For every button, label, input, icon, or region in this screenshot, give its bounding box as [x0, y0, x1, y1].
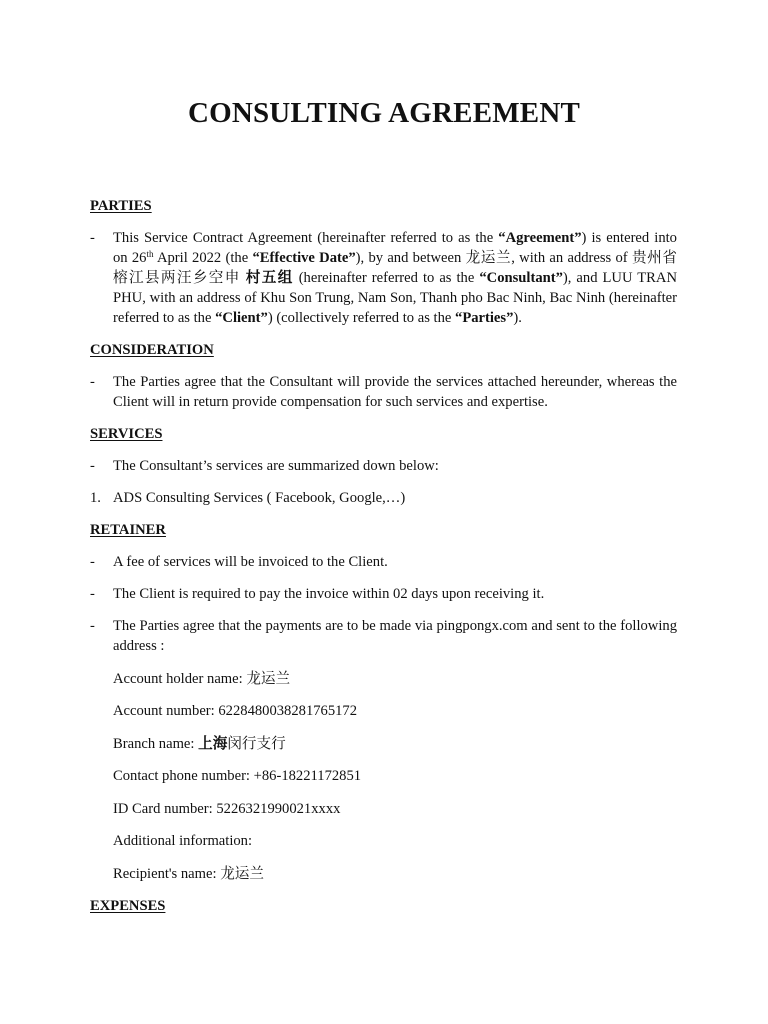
services-ads-text: ADS Consulting Services ( Facebook, Google,…)	[113, 490, 406, 506]
retainer-item-payment-method	[90, 616, 677, 656]
bullet-marker: -	[90, 554, 95, 570]
term-consultant: “Consultant”	[479, 270, 563, 286]
branch-label: Branch name:	[113, 736, 199, 752]
bullet-marker: -	[90, 374, 95, 390]
section-heading-retainer: RETAINER	[90, 522, 166, 538]
account-number-line	[113, 701, 357, 721]
term-effective-date: “Effective Date”	[252, 250, 356, 266]
bullet-marker: -	[90, 230, 95, 246]
bullet-marker: -	[90, 618, 95, 634]
branch-value-bold: 上海	[198, 736, 228, 752]
bullet-marker: -	[90, 458, 95, 474]
document-title: CONSULTING AGREEMENT	[187, 97, 581, 129]
account-holder-label: Account holder name:	[113, 671, 247, 687]
section-heading-consideration: CONSIDERATION	[90, 342, 214, 358]
section-heading-parties: PARTIES	[90, 198, 152, 214]
number-marker: 1.	[90, 490, 101, 506]
branch-value: 闵行支行	[227, 736, 286, 752]
services-summary-text: The Consultant’s services are summarized down below:	[113, 458, 439, 474]
phone-value: +86-18221172851	[253, 768, 362, 784]
retainer-invoice-text: A fee of services will be invoiced to the Client.	[113, 554, 388, 570]
retainer-payment-term-text: The Client is required to pay the invoice within 02 days upon receiving it.	[113, 586, 545, 602]
retainer-item-invoice	[90, 552, 677, 572]
retainer-item-payment-term	[90, 584, 677, 604]
parties-paragraph	[90, 228, 677, 328]
section-heading-expenses: EXPENSES	[90, 898, 166, 914]
retainer-payment-method-text: The Parties agree that the payments are to be made via pingpongx.com and sent to the following address :	[113, 618, 677, 654]
bullet-marker: -	[90, 586, 95, 602]
additional-info-line: Additional information:	[113, 833, 253, 849]
account-number-label: Account number:	[113, 703, 219, 719]
recipient-label: Recipient's name:	[113, 866, 221, 882]
consideration-text: The Parties agree that the Consultant will provide the services attached hereunder, whereas the Client will in return provide compensation for such services and expertise.	[113, 374, 677, 410]
parties-text: This Service Contract Agreement (hereinafter referred to as the “Agreement”) is entered into on 26th April 2022 (the “Effective Date”), by and between 龙运兰, with an address of 贵州省榕江县两汪乡空申 村五组 (hereinafter referred to as the “Consultant”), and LUU TRAN PHU, with an address of Khu Son Trung, Nam Son, Thanh pho Bac Ninh, Bac Ninh (hereinafter referred to as the “Client”) (collectively referred to as the “Parties”).	[113, 230, 677, 326]
recipient-value: 龙运兰	[220, 866, 264, 882]
section-heading-services: SERVICES	[90, 426, 163, 442]
date-ordinal: th	[146, 249, 154, 259]
phone-line	[113, 766, 361, 786]
branch-line	[113, 734, 286, 754]
id-card-value: 5226321990021xxxx	[216, 801, 341, 817]
services-item-ads	[90, 488, 677, 508]
phone-label: Contact phone number:	[113, 768, 254, 784]
id-card-line	[113, 799, 340, 819]
services-item-summary	[90, 456, 677, 476]
term-agreement: “Agreement”	[498, 230, 582, 246]
term-client: “Client”	[215, 310, 268, 326]
account-holder-line	[113, 669, 290, 689]
village-name: 村五组	[245, 270, 294, 286]
recipient-line	[113, 864, 264, 884]
account-number-value: 6228480038281765172	[218, 703, 358, 719]
id-card-label: ID Card number:	[113, 801, 217, 817]
account-holder-value: 龙运兰	[246, 671, 291, 687]
term-parties: “Parties”	[455, 310, 514, 326]
consideration-paragraph	[90, 372, 677, 412]
